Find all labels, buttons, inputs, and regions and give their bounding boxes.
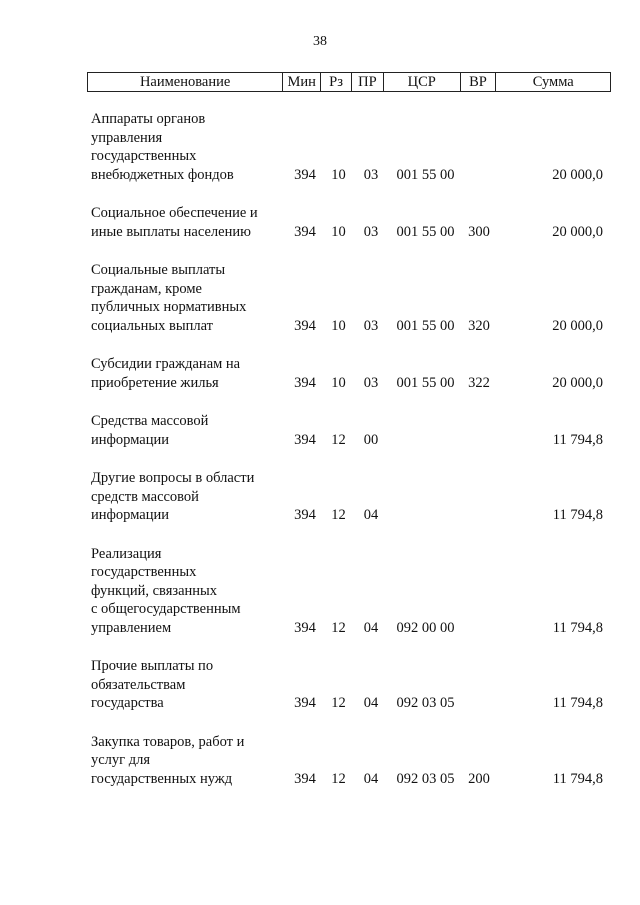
row-pr: 04 <box>363 770 379 787</box>
row-name-line: публичных нормативных <box>91 299 247 315</box>
row-csr: 001 55 00 <box>396 223 455 240</box>
row-pr: 03 <box>363 374 379 391</box>
table-row <box>87 657 611 713</box>
row-csr: 001 55 00 <box>396 317 455 334</box>
row-name-line: средств массовой <box>91 488 199 505</box>
page-number: 38 <box>313 34 327 49</box>
row-name-line: Социальные выплаты <box>91 262 226 278</box>
row-name-line: Субсидии гражданам на <box>91 356 241 372</box>
row-name-line: Закупка товаров, работ и <box>91 733 245 750</box>
row-name-line: государственных <box>91 148 197 164</box>
row-pr: 04 <box>363 619 379 636</box>
row-pr: 04 <box>363 507 379 523</box>
header-csr: ЦСР <box>384 73 461 91</box>
table-row <box>87 545 611 638</box>
row-csr: 092 03 05 <box>396 770 455 787</box>
row-name <box>87 733 283 789</box>
row-name-line: внебюджетных фондов <box>91 166 234 183</box>
row-name <box>87 412 283 449</box>
row-name-line: функций, связанных <box>91 582 218 599</box>
row-name <box>87 469 283 525</box>
row-sum: 11 794,8 <box>552 695 603 711</box>
row-name-line: управления <box>91 129 163 146</box>
row-min: 394 <box>294 317 316 334</box>
row-rz: 12 <box>331 619 346 636</box>
table-row <box>87 204 611 241</box>
row-name <box>87 110 283 184</box>
row-rz: 10 <box>331 166 346 183</box>
row-rz: 10 <box>331 374 346 391</box>
row-name-line: Аппараты органов <box>91 111 206 127</box>
row-rz: 12 <box>331 695 346 711</box>
row-pr: 03 <box>363 223 379 240</box>
row-min: 394 <box>294 770 316 787</box>
row-name-line: социальных выплат <box>91 317 213 334</box>
row-name-line: обязательствам <box>91 676 186 693</box>
table-header <box>87 72 611 92</box>
row-name-line: услуг для <box>91 752 151 768</box>
row-name <box>87 261 283 335</box>
row-name <box>87 355 283 392</box>
row-min: 394 <box>294 166 316 183</box>
table-row <box>87 733 611 789</box>
row-name-line: иные выплаты населению <box>91 223 251 240</box>
row-sum: 11 794,8 <box>552 770 603 787</box>
row-csr: 001 55 00 <box>396 374 455 391</box>
row-name-line: Средства массовой <box>91 413 209 429</box>
row-name-line: Социальное обеспечение и <box>91 205 258 221</box>
table-row <box>87 469 611 525</box>
row-rz: 10 <box>331 223 346 240</box>
row-name-line: Реализация <box>91 545 162 562</box>
header-min: Мин <box>283 73 321 91</box>
row-name-line: информации <box>91 507 169 523</box>
row-sum: 11 794,8 <box>552 431 603 448</box>
row-name-line: государства <box>91 695 164 711</box>
table-body <box>87 110 611 788</box>
row-pr: 04 <box>363 695 379 711</box>
row-vr: 300 <box>468 223 490 240</box>
row-min: 394 <box>294 374 316 391</box>
table-row <box>87 261 611 335</box>
row-vr: 322 <box>468 374 490 391</box>
row-sum: 20 000,0 <box>552 374 603 391</box>
row-min: 394 <box>294 695 316 711</box>
row-name-line: управлением <box>91 619 172 636</box>
row-name <box>87 657 283 713</box>
table-row <box>87 412 611 449</box>
row-sum: 20 000,0 <box>552 166 603 183</box>
row-name-line: приобретение жилья <box>91 374 219 391</box>
row-min: 394 <box>294 507 316 523</box>
row-sum: 20 000,0 <box>552 223 603 240</box>
table-row <box>87 110 611 184</box>
row-vr: 200 <box>468 770 490 787</box>
row-rz: 12 <box>331 770 346 787</box>
header-vr: ВР <box>461 73 497 91</box>
row-min: 394 <box>294 431 316 448</box>
row-pr: 03 <box>363 317 379 334</box>
row-name-line: информации <box>91 431 169 448</box>
row-csr: 092 00 00 <box>396 619 455 636</box>
row-pr: 03 <box>363 166 379 183</box>
row-pr: 00 <box>363 431 379 448</box>
header-name: Наименование <box>88 73 283 91</box>
row-sum: 11 794,8 <box>552 507 603 523</box>
row-csr: 092 03 05 <box>396 695 455 711</box>
row-name <box>87 545 283 638</box>
row-vr: 320 <box>468 317 490 334</box>
row-rz: 12 <box>331 507 346 523</box>
row-name-line: Прочие выплаты по <box>91 658 214 674</box>
row-sum: 11 794,8 <box>552 619 603 636</box>
row-min: 394 <box>294 619 316 636</box>
row-sum: 20 000,0 <box>552 317 603 334</box>
row-csr: 001 55 00 <box>396 166 455 183</box>
header-sum: Сумма <box>532 74 574 90</box>
header-rz: Рз <box>321 73 352 91</box>
row-min: 394 <box>294 223 316 240</box>
row-rz: 12 <box>331 431 346 448</box>
row-name-line: государственных нужд <box>91 770 233 787</box>
header-pr: ПР <box>352 73 384 91</box>
row-name <box>87 204 283 241</box>
row-rz: 10 <box>331 317 346 334</box>
row-name-line: гражданам, кроме <box>91 280 202 297</box>
row-name-line: государственных <box>91 564 197 580</box>
table-row <box>87 355 611 392</box>
row-name-line: с общегосударственным <box>91 601 241 617</box>
row-name-line: Другие вопросы в области <box>91 470 255 486</box>
